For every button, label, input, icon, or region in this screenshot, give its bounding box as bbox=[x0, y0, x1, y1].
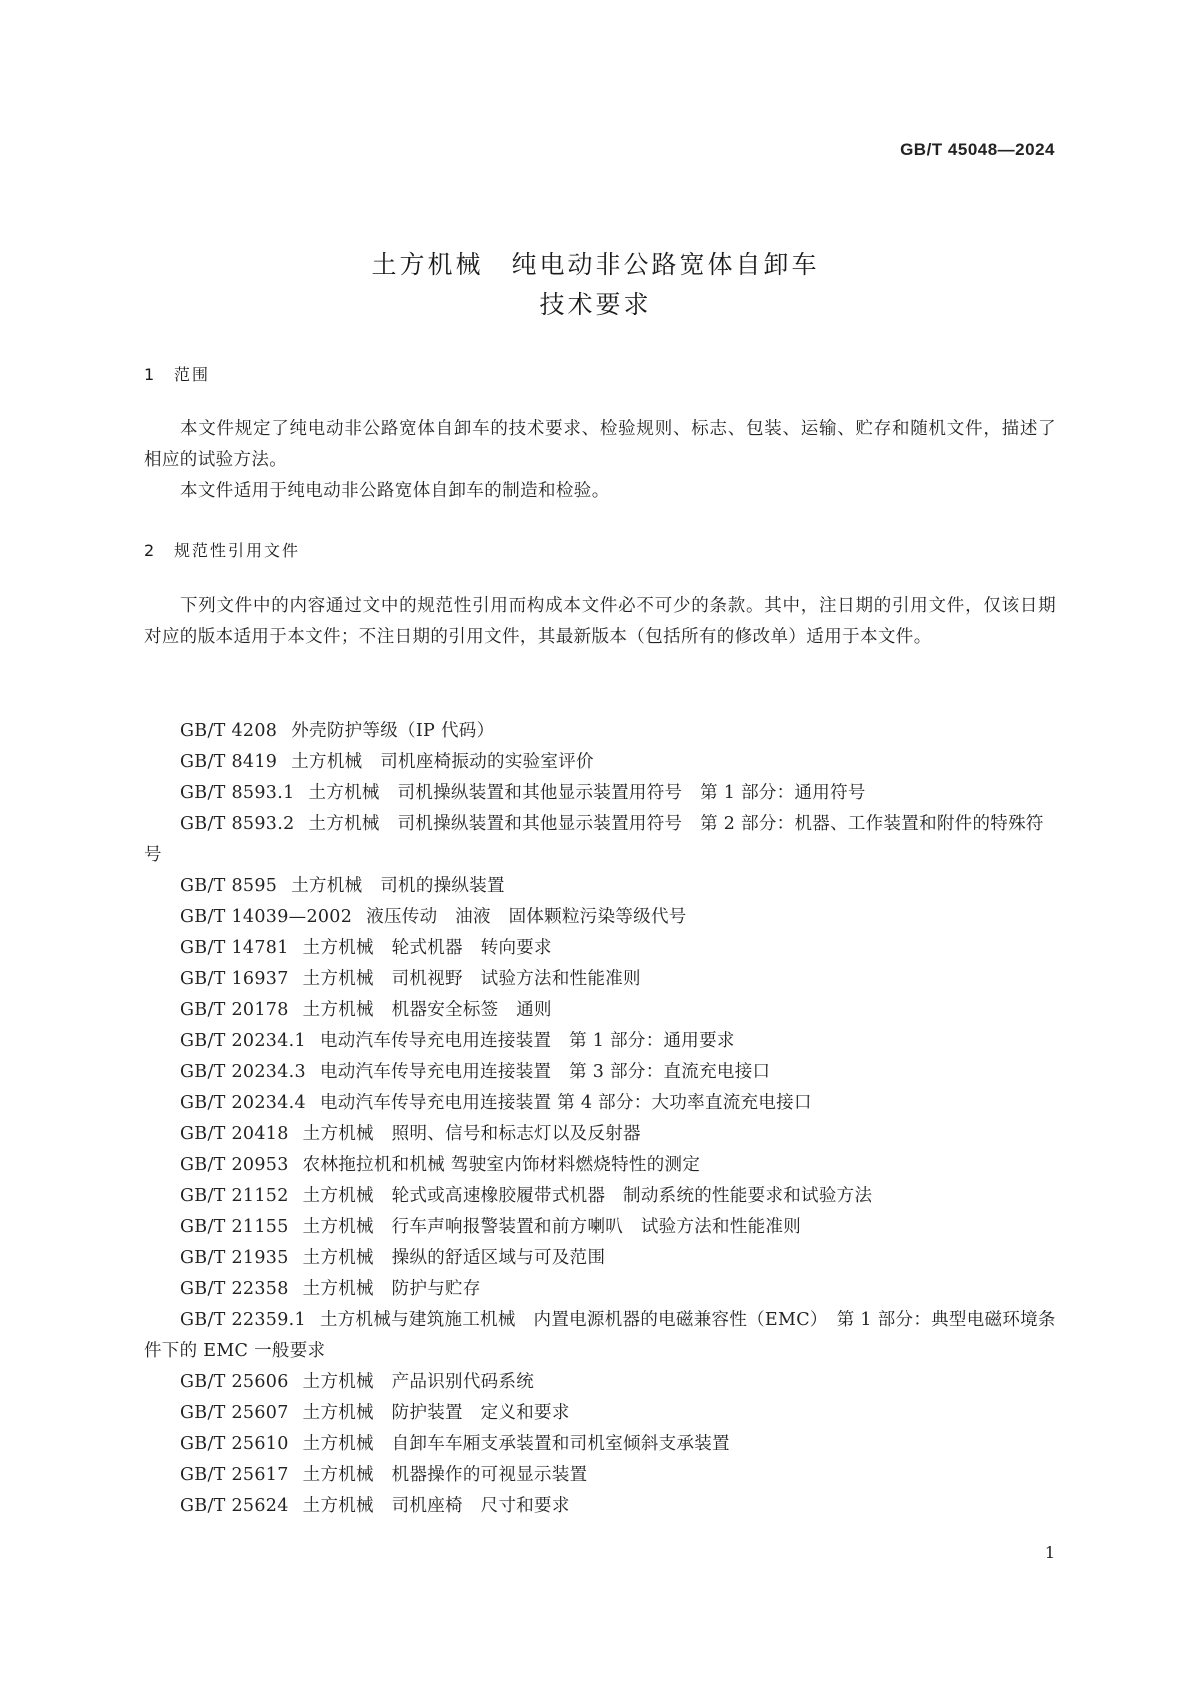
reference-code: GB/T 20418 bbox=[180, 1124, 289, 1144]
reference-title: 土方机械 产品识别代码系统 bbox=[302, 1372, 535, 1392]
reference-code: GB/T 8593.1 bbox=[180, 783, 295, 803]
reference-code: GB/T 8593.2 bbox=[180, 814, 295, 834]
section-2-heading bbox=[144, 538, 300, 561]
reference-code: GB/T 20953 bbox=[180, 1155, 289, 1175]
reference-item bbox=[144, 1429, 1056, 1460]
reference-code: GB/T 16937 bbox=[180, 969, 289, 989]
reference-title: 电动汽车传导充电用连接装置 第 1 部分：通用要求 bbox=[319, 1031, 735, 1051]
reference-item bbox=[144, 809, 1056, 871]
reference-item bbox=[144, 778, 1056, 809]
reference-item bbox=[144, 1212, 1056, 1243]
reference-title: 电动汽车传导充电用连接装置 第 3 部分：直流充电接口 bbox=[319, 1062, 771, 1082]
reference-code: GB/T 22358 bbox=[180, 1279, 289, 1299]
reference-code: GB/T 21155 bbox=[180, 1217, 289, 1237]
reference-code: GB/T 21152 bbox=[180, 1186, 289, 1206]
reference-title: 土方机械 防护与贮存 bbox=[302, 1279, 481, 1299]
reference-item bbox=[144, 1460, 1056, 1491]
reference-code: GB/T 25606 bbox=[180, 1372, 289, 1392]
reference-title: 土方机械 轮式或高速橡胶履带式机器 制动系统的性能要求和试验方法 bbox=[302, 1186, 873, 1206]
reference-title: 农林拖拉机和机械 驾驶室内饰材料燃烧特性的测定 bbox=[302, 1155, 701, 1175]
standard-code: GB/T 45048—2024 bbox=[900, 140, 1055, 159]
reference-title: 土方机械 司机座椅 尺寸和要求 bbox=[302, 1496, 570, 1516]
reference-code: GB/T 25610 bbox=[180, 1434, 289, 1454]
document-title-line-1: 土方机械 纯电动非公路宽体自卸车 bbox=[371, 250, 820, 279]
section-1-heading bbox=[144, 362, 210, 385]
section-title: 规范性引用文件 bbox=[174, 541, 301, 560]
section-title: 范围 bbox=[174, 365, 211, 384]
reference-item bbox=[144, 871, 1056, 902]
reference-title: 土方机械与建筑施工机械 内置电源机器的电磁兼容性（EMC） 第 1 部分：典型电磁环境条件下的 EMC 一般要求 bbox=[144, 1310, 1056, 1361]
reference-code: GB/T 8419 bbox=[180, 752, 278, 772]
reference-code: GB/T 25607 bbox=[180, 1403, 289, 1423]
reference-title: 土方机械 自卸车车厢支承装置和司机室倾斜支承装置 bbox=[302, 1434, 730, 1454]
reference-item bbox=[144, 995, 1056, 1026]
reference-item bbox=[144, 1150, 1056, 1181]
reference-code: GB/T 20234.1 bbox=[180, 1031, 306, 1051]
section-1-paragraph: 本文件规定了纯电动非公路宽体自卸车的技术要求、检验规则、标志、包装、运输、贮存和随机文件，描述了相应的试验方法。 bbox=[144, 419, 1056, 470]
reference-title: 土方机械 司机的操纵装置 bbox=[291, 876, 505, 896]
reference-code: GB/T 14781 bbox=[180, 938, 289, 958]
reference-item bbox=[144, 1181, 1056, 1212]
document-title-line-2: 技术要求 bbox=[539, 290, 652, 319]
reference-code: GB/T 4208 bbox=[180, 721, 278, 741]
section-number: 1 bbox=[144, 365, 157, 384]
reference-title: 土方机械 防护装置 定义和要求 bbox=[302, 1403, 570, 1423]
reference-code: GB/T 14039—2002 bbox=[180, 907, 353, 927]
reference-title: 土方机械 机器操作的可视显示装置 bbox=[302, 1465, 588, 1485]
reference-title: 土方机械 司机座椅振动的实验室评价 bbox=[291, 752, 594, 772]
reference-code: GB/T 21935 bbox=[180, 1248, 289, 1268]
reference-item bbox=[144, 933, 1056, 964]
reference-title: 土方机械 照明、信号和标志灯以及反射器 bbox=[302, 1124, 641, 1144]
reference-item bbox=[144, 1367, 1056, 1398]
reference-item bbox=[144, 716, 1056, 747]
reference-title: 土方机械 机器安全标签 通则 bbox=[302, 1000, 552, 1020]
reference-title: 土方机械 司机视野 试验方法和性能准则 bbox=[302, 969, 641, 989]
section-1-paragraph: 本文件适用于纯电动非公路宽体自卸车的制造和检验。 bbox=[180, 481, 610, 501]
reference-item bbox=[144, 902, 1056, 933]
reference-code: GB/T 25617 bbox=[180, 1465, 289, 1485]
reference-item bbox=[144, 1088, 1056, 1119]
reference-item bbox=[144, 1491, 1056, 1522]
reference-code: GB/T 25624 bbox=[180, 1496, 289, 1516]
reference-item bbox=[144, 1057, 1056, 1088]
reference-title: 外壳防护等级（IP 代码） bbox=[291, 721, 495, 741]
reference-item bbox=[144, 1274, 1056, 1305]
reference-item bbox=[144, 1243, 1056, 1274]
reference-item bbox=[144, 1119, 1056, 1150]
reference-title: 土方机械 司机操纵装置和其他显示装置用符号 第 1 部分：通用符号 bbox=[308, 783, 866, 803]
reference-item bbox=[144, 747, 1056, 778]
reference-code: GB/T 22359.1 bbox=[180, 1310, 306, 1330]
reference-item bbox=[144, 1026, 1056, 1057]
reference-title: 土方机械 轮式机器 转向要求 bbox=[302, 938, 552, 958]
reference-title: 土方机械 行车声响报警装置和前方喇叭 试验方法和性能准则 bbox=[302, 1217, 802, 1237]
reference-item bbox=[144, 1398, 1056, 1429]
reference-code: GB/T 20178 bbox=[180, 1000, 289, 1020]
reference-item bbox=[144, 1305, 1056, 1367]
reference-title: 电动汽车传导充电用连接装置 第 4 部分：大功率直流充电接口 bbox=[319, 1093, 812, 1113]
section-number: 2 bbox=[144, 541, 157, 560]
reference-title: 土方机械 操纵的舒适区域与可及范围 bbox=[302, 1248, 606, 1268]
reference-code: GB/T 8595 bbox=[180, 876, 278, 896]
reference-title: 液压传动 油液 固体颗粒污染等级代号 bbox=[366, 907, 687, 927]
reference-code: GB/T 20234.3 bbox=[180, 1062, 306, 1082]
reference-code: GB/T 20234.4 bbox=[180, 1093, 306, 1113]
page-number: 1 bbox=[1044, 1543, 1055, 1562]
reference-list bbox=[144, 716, 1056, 1522]
reference-title: 土方机械 司机操纵装置和其他显示装置用符号 第 2 部分：机器、工作装置和附件的特殊符号 bbox=[144, 814, 1044, 865]
section-2-intro: 下列文件中的内容通过文中的规范性引用而构成本文件必不可少的条款。其中，注日期的引用文件，仅该日期对应的版本适用于本文件；不注日期的引用文件，其最新版本（包括所有的修改单）适用于本文件。 bbox=[144, 596, 1056, 647]
reference-item bbox=[144, 964, 1056, 995]
